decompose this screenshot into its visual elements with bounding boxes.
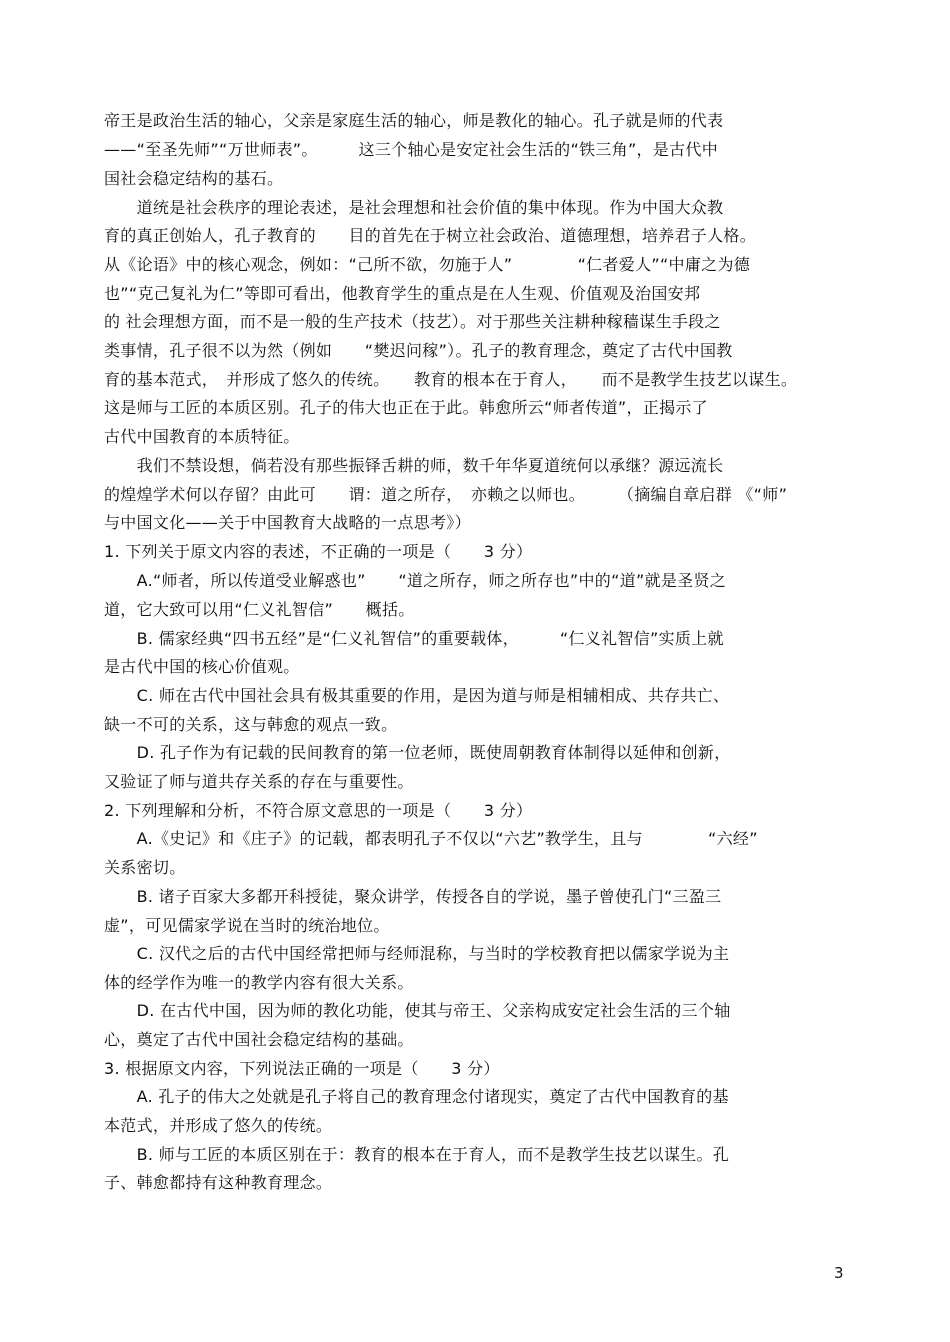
text-line: 国社会稳定结构的基石。 [104, 169, 284, 188]
text-line: 育的基本范式， 并形成了悠久的传统。 教育的根本在于育人， 而不是教学生技艺以谋生。 [104, 370, 798, 389]
text-line: A. 孔子的伟大之处就是孔子将自己的教育理念付诸现实，奠定了古代中国教育的基 [104, 1087, 729, 1106]
text-line: 子、韩愈都持有这种教育理念。 [104, 1173, 333, 1192]
text-line: B. 师与工匠的本质区别在于：教育的根本在于育人，而不是教学生技艺以谋生。孔 [104, 1145, 730, 1164]
text-line: 与中国文化——关于中国教育大战略的一点思考》） [104, 513, 471, 532]
text-line: 关系密切。 [104, 858, 186, 877]
text-line: 育的真正创始人，孔子教育的 目的首先在于树立社会政治、道德理想，培养君子人格。 [104, 226, 757, 245]
text-line: C. 汉代之后的古代中国经常把师与经师混称，与当时的学校教育把以儒家学说为主 [104, 944, 730, 963]
text-line: 1. 下列关于原文内容的表述，不正确的一项是（ 3 分） [104, 542, 533, 561]
text-line: ——“至圣先师”“万世师表”。 这三个轴心是安定社会生活的“铁三角”，是古代中 [104, 140, 719, 159]
text-line: 又验证了师与道共存关系的存在与重要性。 [104, 772, 414, 791]
text-line: B. 儒家经典“四书五经”是“仁义礼智信”的重要载体， “仁义礼智信”实质上就 [104, 629, 724, 648]
text-line: 是古代中国的核心价值观。 [104, 657, 300, 676]
text-line: 的煌煌学术何以存留？由此可 谓：道之所存， 亦赖之以师也。 （摘编自章启群 《“师” [104, 485, 788, 504]
text-line: B. 诸子百家大多都开科授徒，聚众讲学，传授各自的学说，墨子曾使孔门“三盈三 [104, 887, 722, 906]
text-line: 从《论语》中的核心观念，例如：“己所不欲，勿施于人” “仁者爱人”“中庸之为德 [104, 255, 751, 274]
text-line: 也”“克己复礼为仁”等即可看出，他教育学生的重点是在人生观、价值观及治国安邦 [104, 284, 701, 303]
text-line: A.“师者，所以传道受业解惑也” “道之所存，师之所存也”中的“道”就是圣贤之 [104, 571, 727, 590]
text-line: 3. 根据原文内容，下列说法正确的一项是（ 3 分） [104, 1059, 500, 1078]
text-line: 虚”，可见儒家学说在当时的统治地位。 [104, 916, 390, 935]
text-line: 古代中国教育的本质特征。 [104, 427, 300, 446]
text-line: C. 师在古代中国社会具有极其重要的作用，是因为道与师是相辅相成、共存共亡、 [104, 686, 730, 705]
text-line: D. 孔子作为有记载的民间教育的第一位老师，既使周朝教育体制得以延伸和创新， [104, 743, 731, 762]
text-line: 2. 下列理解和分析，不符合原文意思的一项是（ 3 分） [104, 801, 533, 820]
text-line: 的 社会理想方面，而不是一般的生产技术（技艺）。对于那些关注耕种稼穑谋生手段之 [104, 312, 721, 331]
text-line: 我们不禁设想，倘若没有那些振铎舌耕的师，数千年华夏道统何以承继？源远流长 [104, 456, 724, 475]
text-line: A.《史记》和《庄子》的记载，都表明孔子不仅以“六艺”教学生，且与 “六经” [104, 829, 758, 848]
text-line: 这是师与工匠的本质区别。孔子的伟大也正在于此。韩愈所云“师者传道”，正揭示了 [104, 398, 708, 417]
text-line: 缺一不可的关系，这与韩愈的观点一致。 [104, 715, 398, 734]
text-line: 道统是社会秩序的理论表述，是社会理想和社会价值的集中体现。作为中国大众教 [104, 198, 724, 217]
text-line: 帝王是政治生活的轴心，父亲是家庭生活的轴心，师是教化的轴心。孔子就是师的代表 [104, 111, 724, 130]
text-line: 类事情，孔子很不以为然（例如 “樊迟问稼”）。孔子的教育理念，奠定了古代中国教 [104, 341, 733, 360]
text-line: 本范式，并形成了悠久的传统。 [104, 1116, 333, 1135]
text-line: 体的经学作为唯一的教学内容有很大关系。 [104, 973, 414, 992]
page-number: 3 [834, 1264, 844, 1282]
text-line: 道，它大致可以用“仁义礼智信” 概括。 [104, 600, 415, 619]
text-line: D. 在古代中国，因为师的教化功能，使其与帝王、父亲构成安定社会生活的三个轴 [104, 1001, 731, 1020]
text-line: 心，奠定了古代中国社会稳定结构的基础。 [104, 1030, 414, 1049]
